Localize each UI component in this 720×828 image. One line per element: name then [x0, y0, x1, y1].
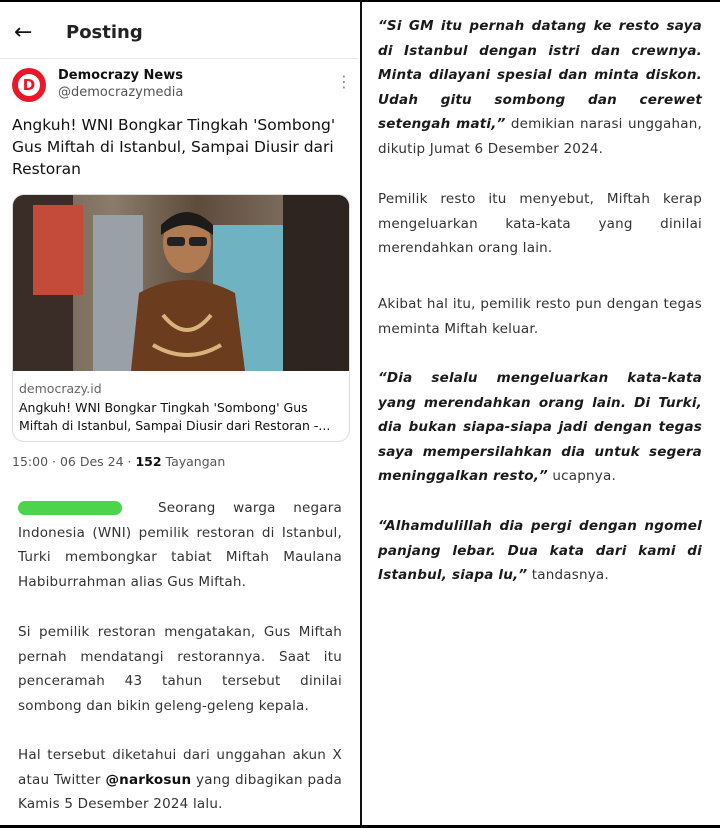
link-card[interactable]	[12, 194, 350, 442]
article-paragraph: Pemilik resto itu menyebut, Miftah kerap mengeluarkan kata-kata yang dinilai merendahkan orang lain.	[378, 191, 702, 256]
post-meta	[12, 454, 225, 469]
paragraph-text: Hal tersebut diketahui dari unggahan akun X atau Twitter	[18, 747, 342, 788]
article-paragraph	[378, 514, 702, 588]
paragraph-text: Seorang warga negara Indonesia (WNI) pemilik restoran di Istanbul, Turki membongkar tabiat Miftah Maulana Habiburrahman alias Gus Miftah.	[18, 500, 342, 590]
quote-text: “Alhamdulillah dia pergi dengan ngomel panjang lebar. Dua kata dari kami di Istanbul, siapa lu,”	[378, 518, 702, 583]
avatar[interactable]	[12, 68, 46, 102]
post-text: Angkuh! WNI Bongkar Tingkah 'Sombong' Gus Miftah di Istanbul, Sampai Diusir dari Restoran	[12, 116, 336, 178]
paragraph-text: yang dibagikan pada Kamis 5 Desember 2024 lalu.	[18, 771, 343, 812]
article-photo	[13, 195, 349, 371]
article-paragraph: Si pemilik restoran mengatakan, Gus Miftah pernah mendatangi restorannya. Saat itu penceramah 43 tahun tersebut dinilai sombong dan bikin geleng-geleng kepala.	[18, 624, 342, 714]
page-title: Posting	[66, 22, 143, 43]
account-name[interactable]: Democrazy News	[58, 68, 183, 83]
paragraph-text: demikian narasi unggahan, dikutip Jumat 6 Desember 2024.	[378, 116, 703, 157]
quote-text: “Dia selalu mengeluarkan kata-kata yang merendahkan orang lain. Di Turki, dia bukan siapa-siapa jadi dengan tegas saya mempersilahkan dia untuk segera meninggalkan resto,”	[378, 370, 702, 484]
card-title: Angkuh! WNI Bongkar Tingkah 'Sombong' Gus Miftah di Istanbul, Sampai Diusir dari Restoran -...	[19, 400, 331, 433]
article-paragraph	[378, 14, 702, 161]
paragraph-text: ucapnya.	[547, 468, 616, 484]
panel-divider	[360, 0, 362, 828]
redacted-source	[18, 501, 122, 515]
header-divider	[0, 58, 358, 59]
card-domain: democrazy.id	[19, 381, 102, 396]
quote-text: “Si GM itu pernah datang ke resto saya di Istanbul dengan istri dan crewnya. Minta dilayani spesial dan minta diskon. Udah gitu sombong dan cerewet setengah mati,”	[378, 18, 702, 132]
article-paragraph	[378, 366, 702, 489]
views-count: 152	[135, 454, 162, 469]
post-header	[0, 14, 358, 54]
more-options-icon[interactable]: ⋮	[336, 72, 352, 91]
article-paragraph	[18, 743, 342, 817]
paragraph-text: tandasnya.	[527, 567, 609, 583]
article-paragraph: Akibat hal itu, pemilik resto pun dengan tegas meminta Miftah keluar.	[378, 296, 702, 337]
twitter-handle[interactable]: @narkosun	[105, 771, 192, 788]
account-handle[interactable]: @democrazymedia	[58, 85, 184, 100]
article-paragraph	[18, 496, 342, 594]
back-arrow-icon[interactable]: ←	[14, 20, 33, 45]
post-timestamp: 15:00 · 06 Des 24 ·	[12, 454, 136, 469]
democrazy-logo-icon: D	[18, 74, 40, 96]
views-label: Tayangan	[161, 454, 226, 469]
